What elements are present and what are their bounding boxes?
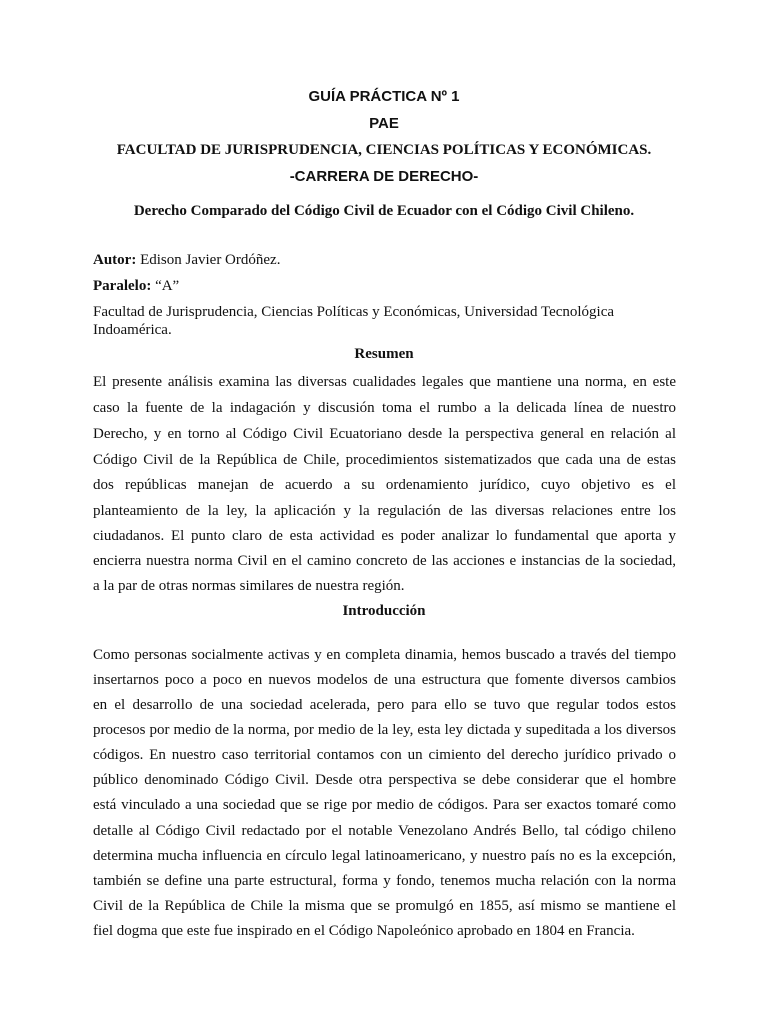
affiliation-line: Facultad de Jurisprudencia, Ciencias Políticas y Económicas, Universidad Tecnológica (93, 304, 615, 320)
page-title: GUÍA PRÁCTICA Nº 1 (308, 88, 460, 105)
paragraph-line: determina mucha influencia en círculo legal latinoamericano, y nuestro país no es la excepción, (93, 848, 676, 864)
paragraph-line: a la par de otras normas similares de nuestra región. (93, 578, 405, 594)
paralelo-value: “A” (151, 278, 180, 294)
paragraph-line: está vinculado a una sociedad que se rige por medio de códigos. Para ser exactos tomaré como (93, 797, 676, 813)
resumen-heading: Resumen (354, 346, 414, 362)
paragraph-line: fiel dogma que este fue inspirado en el Código Napoleónico aprobado en 1804 en Francia. (93, 923, 635, 939)
paragraph-line: caso la fuente de la indagación y discusión toma el rumbo a la delicada línea de nuestro (93, 400, 676, 416)
paragraph-line: Derecho, y en torno al Código Civil Ecuatoriano desde la perspectiva general en relación al (93, 426, 676, 442)
paragraph-line: planteamiento de la ley, la aplicación y la regulación de las diversas relaciones entre los (93, 503, 676, 519)
paralelo-line (93, 277, 676, 295)
author-line (93, 251, 676, 269)
paralelo-label: Paralelo: (93, 278, 152, 294)
paragraph-line: detalle al Código Civil redactado por el notable Venezolano Andrés Bello, tal código chileno (93, 823, 676, 839)
paragraph-line: Civil de la República de Chile la misma que se promulgó en 1855, así mismo se mantiene el (93, 898, 676, 914)
paragraph-line: procesos por medio de la norma, por medio de la ley, esta ley dictada y supeditada a los diversos (93, 722, 676, 738)
paragraph-line: El presente análisis examina las diversas cualidades legales que mantiene una norma, en este (93, 374, 676, 390)
author-label: Autor: (93, 252, 137, 268)
paragraph-line: Como personas socialmente activas y en completa dinamia, hemos buscado a través del tiempo (93, 647, 676, 663)
affiliation-line: Indoamérica. (93, 322, 172, 338)
introduccion-heading: Introducción (342, 603, 426, 619)
paragraph-line: Código Civil de la República de Chile, procedimientos sistematizados que cada una de estas (93, 452, 676, 468)
paragraph-line: en el desarrollo de una sociedad acelerada, pero para ello se tuvo que regular todos estos (93, 697, 676, 713)
author-value: Edison Javier Ordóñez. (136, 252, 281, 268)
paragraph-line: dos repúblicas manejan de acuerdo a su ordenamiento jurídico, cuyo objetivo es el (93, 477, 676, 493)
page-subtitle: PAE (369, 115, 399, 132)
paragraph-line: códigos. En nuestro caso territorial contamos con un cimiento del derecho jurídico privado o (93, 747, 676, 763)
paragraph-line: público denominado Código Civil. Desde otra perspectiva se debe considerar que el hombre (93, 772, 676, 788)
faculty-heading: FACULTAD DE JURISPRUDENCIA, CIENCIAS POLÍTICAS Y ECONÓMICAS. (116, 142, 652, 158)
paragraph-line: insertarnos poco a poco en nuevos modelos de una estructura que fomente diversos cambios (93, 672, 676, 688)
topic-heading: Derecho Comparado del Código Civil de Ecuador con el Código Civil Chileno. (133, 203, 635, 219)
career-heading: -CARRERA DE DERECHO- (289, 168, 479, 185)
paragraph-line: encierra nuestra norma Civil en el camino concreto de las acciones e instancias de la sociedad, (93, 553, 676, 569)
paragraph-line: ciudadanos. El punto claro de esta actividad es poder analizar lo fundamental que aporta y (93, 528, 676, 544)
paragraph-line: también se define una parte estructural, forma y fondo, tenemos mucha relación con la norma (93, 873, 676, 889)
